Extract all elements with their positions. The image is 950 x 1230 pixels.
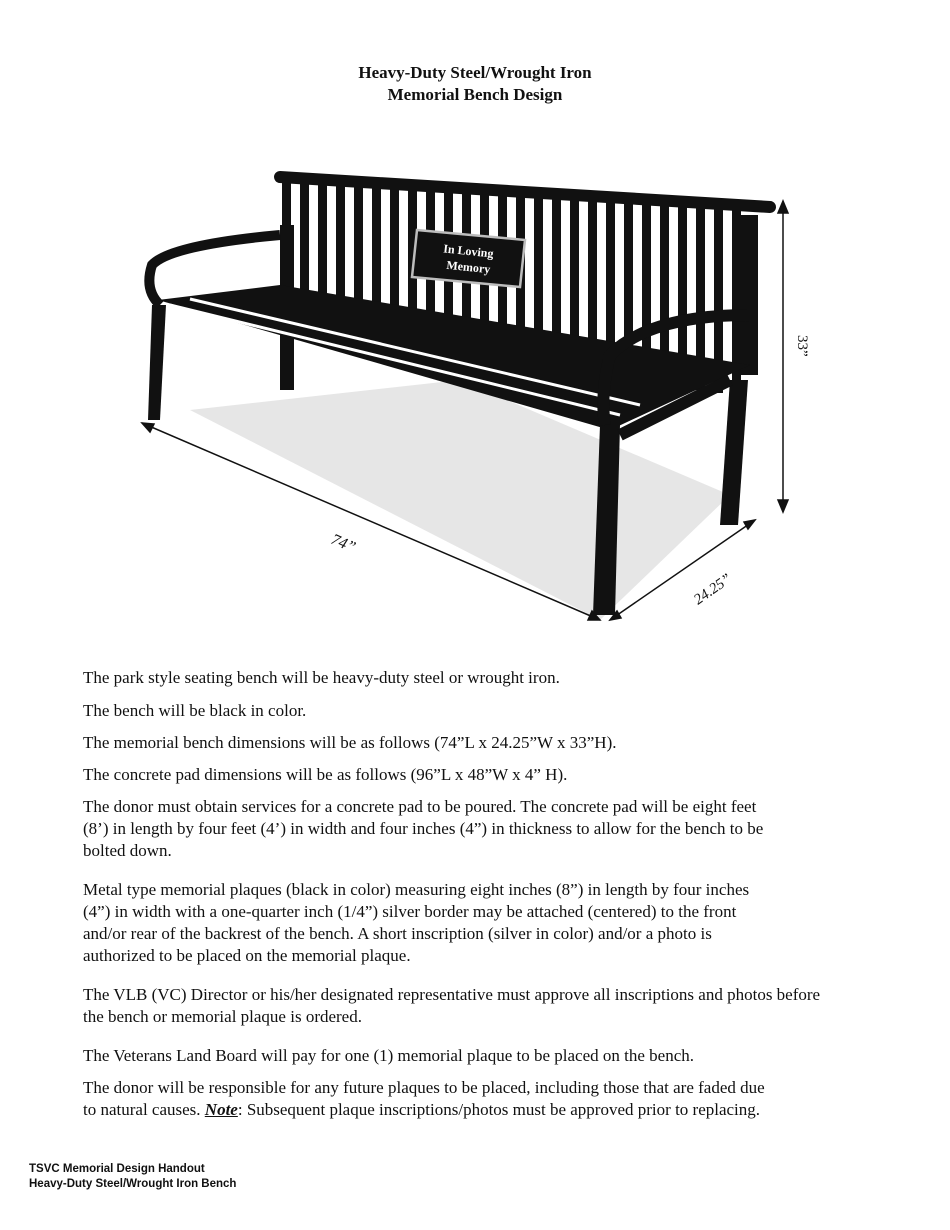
paragraph-plaques-line1: Metal type memorial plaques (black in color) measuring eight inches (8”) in length by four inches — [83, 880, 750, 899]
paragraph-plaques — [83, 879, 893, 967]
dimension-height-line — [778, 201, 788, 512]
paragraph-future-plaques — [83, 1077, 893, 1121]
future-plaques-text-pre: to natural causes. — [83, 1100, 205, 1119]
dimension-length-label: 74” — [328, 531, 359, 557]
footer-line2: Heavy-Duty Steel/Wrought Iron Bench — [29, 1178, 237, 1190]
paragraph-color: The bench will be black in color. — [83, 701, 307, 720]
paragraph-vlb-payment: The Veterans Land Board will pay for one (1) memorial plaque to be placed on the bench. — [83, 1046, 695, 1065]
paragraph-concrete-pad-line2: (8’) in length by four feet (4’) in width and four inches (4”) in thickness to allow for the bench to be — [83, 819, 764, 838]
note-label: Note — [204, 1100, 238, 1119]
paragraph-approval-line1: The VLB (VC) Director or his/her designated representative must approve all inscriptions and photos before — [83, 985, 821, 1004]
paragraph-pad-dimensions: The concrete pad dimensions will be as follows (96”L x 48”W x 4” H). — [83, 765, 568, 784]
page-title-line2: Memorial Bench Design — [387, 85, 563, 104]
paragraph-bench-dimensions: The memorial bench dimensions will be as follows (74”L x 24.25”W x 33”H). — [83, 733, 617, 752]
paragraph-future-plaques-line2 — [83, 1099, 893, 1121]
paragraph-concrete-pad-line3: bolted down. — [83, 841, 172, 860]
paragraph-approval — [83, 984, 893, 1028]
paragraph-concrete-pad-line1: The donor must obtain services for a concrete pad to be poured. The concrete pad will be eight feet — [83, 797, 757, 816]
paragraph-material: The park style seating bench will be heavy-duty steel or wrought iron. — [83, 668, 560, 687]
paragraph-future-plaques-line1: The donor will be responsible for any future plaques to be placed, including those that are faded due — [83, 1078, 765, 1097]
footer-line1: TSVC Memorial Design Handout — [29, 1163, 205, 1175]
paragraph-plaques-line3: and/or rear of the backrest of the bench. A short inscription (silver in color) and/or a photo is — [83, 924, 712, 943]
paragraph-concrete-pad — [83, 796, 893, 862]
paragraph-plaques-line4: authorized to be placed on the memorial plaque. — [83, 946, 411, 965]
plaque-text-line2: Memory — [445, 257, 492, 277]
plaque-text-line1: In Loving — [442, 241, 495, 261]
bench-rear-right-leg — [720, 380, 748, 525]
bench-front-leg-left — [148, 305, 166, 420]
dimension-height-label: 33” — [794, 335, 810, 357]
memorial-plaque — [412, 230, 525, 287]
future-plaques-text-post: : Subsequent plaque inscriptions/photos must be approved prior to replacing. — [237, 1100, 761, 1119]
paragraph-plaques-line2: (4”) in width with a one-quarter inch (1/4”) silver border may be attached (centered) to the front — [83, 902, 737, 921]
page-title-line1: Heavy-Duty Steel/Wrought Iron — [358, 63, 592, 82]
dimension-depth-label: 24.25” — [691, 571, 735, 609]
bench-illustration — [130, 165, 830, 635]
paragraph-approval-line2: the bench or memorial plaque is ordered. — [83, 1007, 362, 1026]
bench-back-leg-right — [740, 215, 758, 375]
